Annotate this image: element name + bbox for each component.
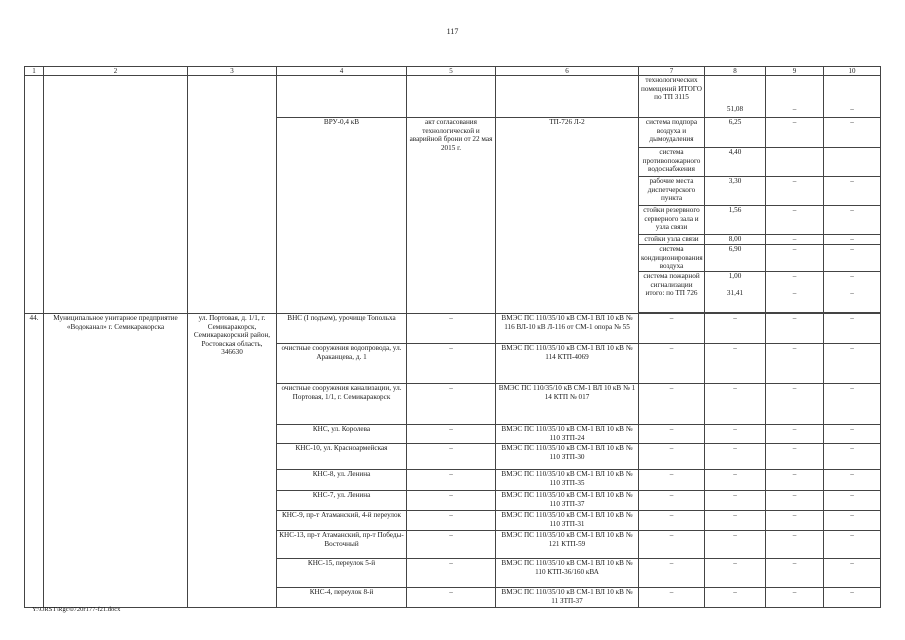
cell-consumer: стойки резервного серверного зала и узла связи: [639, 206, 705, 235]
cell-consumer: система подпора воздуха и дымоудаления: [639, 118, 705, 148]
dash: –: [792, 288, 797, 297]
cell-dash: –: [766, 206, 824, 235]
cell-dash: –: [705, 344, 766, 384]
cell-source: ВМЭС ПС 110/35/10 кВ СМ-1 ВЛ 10 кВ № 116 ВЛ-10 кВ Л-116 от СМ-1 опора № 55: [496, 314, 639, 344]
page-number: 117: [446, 27, 459, 36]
cell-dash: –: [407, 588, 496, 608]
cell-consumer: система кондиционирования воздуха: [639, 245, 705, 272]
cell-dash: –: [407, 444, 496, 470]
cell-consumer: технологических помещений ИТОГО по ТП 3115: [639, 76, 705, 118]
cell-dash: –: [407, 470, 496, 491]
cell-dash: –: [766, 425, 824, 444]
cell-consumer: рабочие места диспетчерского пункта: [639, 177, 705, 206]
cell-object: ВНС (I подъем), урочище Топольха: [277, 314, 407, 344]
cell-dash: –: [639, 384, 705, 425]
cell-dash: –: [705, 559, 766, 588]
cell-empty: [824, 148, 881, 177]
cell-dash: –: [766, 118, 824, 148]
cell-dash: –: [639, 444, 705, 470]
cell-dash: –: [639, 344, 705, 384]
cell-org: [44, 76, 188, 314]
cell-dash: –: [407, 384, 496, 425]
cell-dash: –: [407, 344, 496, 384]
cell-source: ВМЭС ПС 110/35/10 кВ СМ-1 ВЛ 10 кВ № 114 КТП-4069: [496, 344, 639, 384]
cell-object: КНС, ул. Королева: [277, 425, 407, 444]
header-row: [25, 67, 881, 76]
cell-dash: –: [705, 425, 766, 444]
cell-consumer: [639, 272, 705, 313]
cell-dash: –: [705, 470, 766, 491]
cell-power: 8,00: [705, 235, 766, 245]
cell-source: ВМЭС ПС 110/35/10 кВ СМ-1 ВЛ 10 кВ № 11 ЗТП-37: [496, 588, 639, 608]
cell-source: ВМЭС ПС 110/35/10 кВ СМ-1 ВЛ 10 кВ № 1 14 КТП № 017: [496, 384, 639, 425]
dash: –: [850, 272, 854, 280]
cell-dash: –: [407, 425, 496, 444]
cell-source: ВМЭС ПС 110/35/10 кВ СМ-1 ВЛ 10 кВ № 110 ЗТП-37: [496, 491, 639, 511]
cell-dash: –: [824, 118, 881, 148]
cell-object: очистные сооружения канализации, ул. Портовая, 1/1, г. Семикаракорск: [277, 384, 407, 425]
cell-dash: –: [766, 76, 824, 118]
cell-dash: –: [766, 314, 824, 344]
col-header-2: 2: [44, 67, 188, 76]
cell-power: 6,90: [705, 245, 766, 272]
dash: –: [792, 272, 797, 280]
cell-dash: –: [824, 206, 881, 235]
cell-addr: ул. Портовая, д. 1/1, г. Семикаракорск, Семикаракорский район, Ростовская область, 346630: [188, 314, 277, 608]
cell-object: КНС-7, ул. Ленина: [277, 491, 407, 511]
col-header-7: 7: [639, 67, 705, 76]
cell-source: ВМЭС ПС 110/35/10 кВ СМ-1 ВЛ 10 кВ № 110 ЗТП-24: [496, 425, 639, 444]
col-header-3: 3: [188, 67, 277, 76]
cell-dash: –: [824, 235, 881, 245]
cell-dash: –: [824, 470, 881, 491]
cell-dash: –: [407, 559, 496, 588]
dash: –: [850, 288, 854, 297]
cell-object: КНС-8, ул. Ленина: [277, 470, 407, 491]
cell-dash: –: [824, 425, 881, 444]
cell-dash: –: [407, 491, 496, 511]
cell-dash: –: [824, 588, 881, 608]
cell-dash: –: [824, 491, 881, 511]
cell-object: КНС-9, пр-т Атаманский, 4-й переулок: [277, 511, 407, 531]
cell-dash: –: [766, 511, 824, 531]
table-row: [25, 314, 881, 344]
cell-power: 3,30: [705, 177, 766, 206]
cell-source: [496, 76, 639, 118]
cell-object: КНС-10, ул. Красноармейская: [277, 444, 407, 470]
consumer-line: система пожарной сигнализации: [643, 272, 700, 289]
cell-consumer: система противопожарного водоснабжения: [639, 148, 705, 177]
col-header-5: 5: [407, 67, 496, 76]
cell-dash: –: [766, 588, 824, 608]
cell-object: очистные сооружения водопровода, ул. Араканцева, д. 1: [277, 344, 407, 384]
data-table: [24, 66, 881, 608]
cell-num: [25, 76, 44, 314]
cell-dash: –: [824, 384, 881, 425]
cell-object: КНС-13, пр-т Атаманский, пр-т Победы-Восточный: [277, 531, 407, 559]
col-header-8: 8: [705, 67, 766, 76]
cell-dash: –: [824, 344, 881, 384]
cell-dash: –: [639, 588, 705, 608]
col-header-6: 6: [496, 67, 639, 76]
cell-source: ВМЭС ПС 110/35/10 кВ СМ-1 ВЛ 10 кВ № 110 ЗТП-35: [496, 470, 639, 491]
cell-dash: –: [407, 531, 496, 559]
col-header-10: 10: [824, 67, 881, 76]
cell-dash: –: [639, 559, 705, 588]
col-header-1: 1: [25, 67, 44, 76]
cell-power: 4,40: [705, 148, 766, 177]
cell-source: ВМЭС ПС 110/35/10 кВ СМ-1 ВЛ 10 кВ № 110 ЗТП-30: [496, 444, 639, 470]
cell-dash: –: [639, 531, 705, 559]
cell-dash: –: [766, 491, 824, 511]
cell-dash: –: [639, 314, 705, 344]
cell-document: [407, 76, 496, 118]
cell-dash: [824, 272, 881, 313]
cell-dash: –: [766, 470, 824, 491]
cell-dash: –: [639, 425, 705, 444]
cell-source: ТП-726 Л-2: [496, 118, 639, 314]
cell-source: ВМЭС ПС 110/35/10 кВ СМ-1 ВЛ 10 кВ № 110 КТП-36/160 кВА: [496, 559, 639, 588]
cell-dash: –: [766, 531, 824, 559]
cell-num: 44.: [25, 314, 44, 608]
cell-dash: –: [407, 511, 496, 531]
cell-addr: [188, 76, 277, 314]
cell-dash: –: [766, 559, 824, 588]
cell-power: 6,25: [705, 118, 766, 148]
cell-dash: –: [766, 384, 824, 425]
cell-dash: –: [824, 76, 881, 118]
cell-dash: –: [705, 511, 766, 531]
cell-dash: –: [639, 511, 705, 531]
cell-dash: –: [705, 314, 766, 344]
power-total: 31,41: [726, 288, 744, 297]
cell-org: Муниципальное унитарное предприятие «Водоканал» г. Семикаракорска: [44, 314, 188, 608]
cell-dash: –: [766, 235, 824, 245]
cell-source: ВМЭС ПС 110/35/10 кВ СМ-1 ВЛ 10 кВ № 121 КТП-59: [496, 531, 639, 559]
cell-dash: –: [824, 177, 881, 206]
cell-dash: –: [766, 444, 824, 470]
cell-consumer: стойки узла связи: [639, 235, 705, 245]
cell-empty: [766, 148, 824, 177]
cell-document: акт согласования технологической и аварийной брони от 22 мая 2015 г.: [407, 118, 496, 314]
cell-power: 51,08: [705, 76, 766, 118]
cell-dash: –: [766, 344, 824, 384]
cell-dash: –: [705, 384, 766, 425]
cell-power: [705, 272, 766, 313]
cell-dash: –: [639, 470, 705, 491]
cell-dash: –: [824, 245, 881, 272]
table-row: [25, 76, 881, 118]
cell-dash: –: [824, 531, 881, 559]
cell-dash: –: [824, 314, 881, 344]
col-header-4: 4: [277, 67, 407, 76]
cell-dash: –: [824, 511, 881, 531]
cell-dash: –: [407, 314, 496, 344]
cell-dash: –: [824, 559, 881, 588]
cell-dash: –: [705, 444, 766, 470]
power-value: 1,00: [728, 272, 742, 280]
cell-object: КНС-15, переулок 5-й: [277, 559, 407, 588]
cell-dash: –: [766, 245, 824, 272]
cell-dash: –: [824, 444, 881, 470]
col-header-9: 9: [766, 67, 824, 76]
cell-dash: –: [766, 177, 824, 206]
cell-object: [277, 76, 407, 118]
cell-dash: –: [639, 491, 705, 511]
cell-object: ВРУ-0,4 кВ: [277, 118, 407, 314]
cell-dash: –: [705, 588, 766, 608]
cell-dash: –: [705, 531, 766, 559]
cell-power: 1,56: [705, 206, 766, 235]
consumer-total-line: итого: по ТП 726: [645, 289, 698, 297]
cell-object: КНС-4, переулок 8-й: [277, 588, 407, 608]
cell-dash: [766, 272, 824, 313]
cell-dash: –: [705, 491, 766, 511]
footer-file-path: Y:\ORST\Rgc\0720r177-f21.docx: [32, 606, 121, 613]
cell-source: ВМЭС ПС 110/35/10 кВ СМ-1 ВЛ 10 кВ № 110 ЗТП-31: [496, 511, 639, 531]
